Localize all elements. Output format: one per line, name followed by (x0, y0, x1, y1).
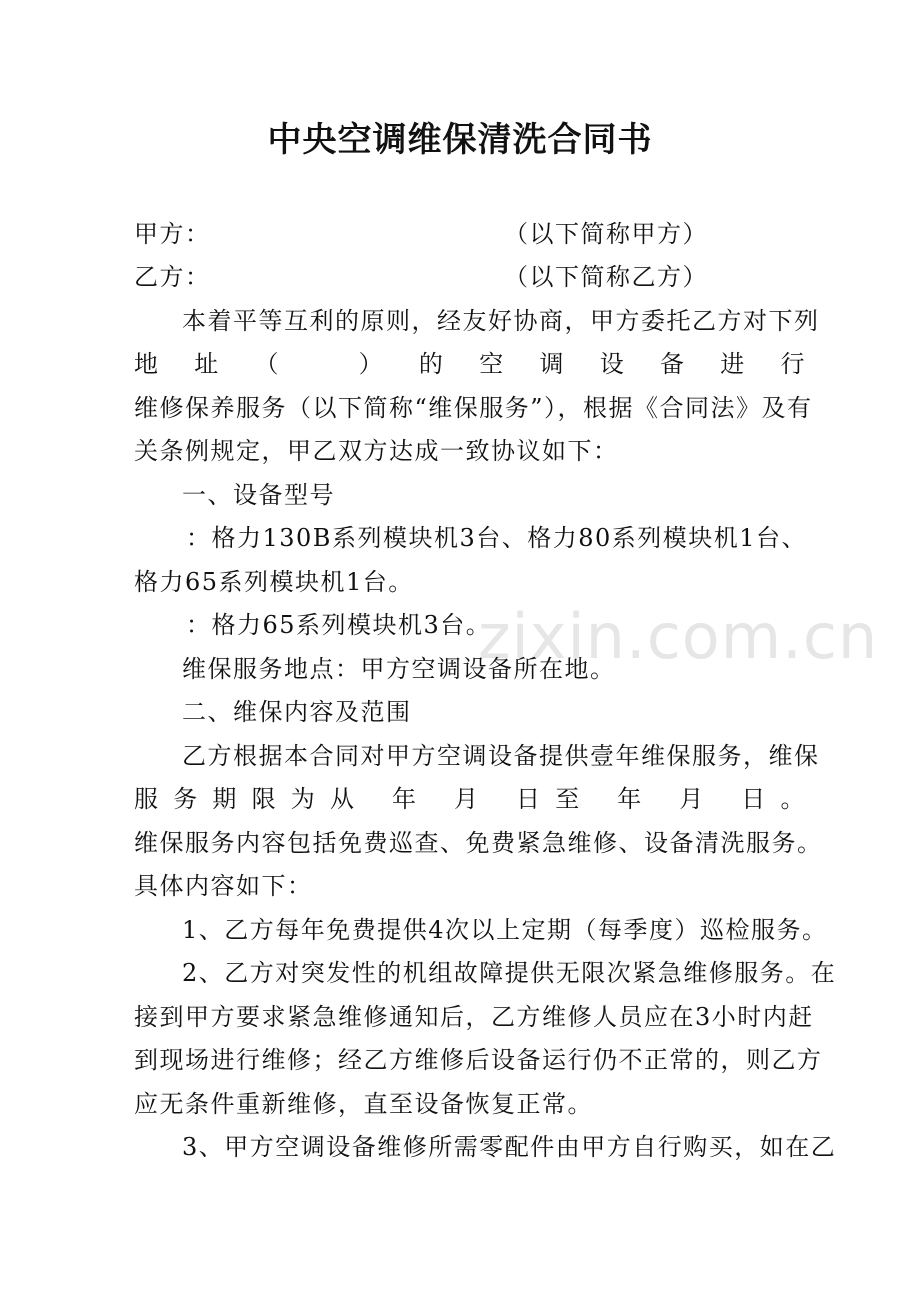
party-a-line (134, 218, 806, 250)
item-2-line-1: 2、乙方对突发性的机组故障提供无限次紧急维修服务。在 (182, 959, 837, 987)
scope-line-3: 维保服务内容包括免费巡查、免费紧急维修、设备清洗服务。 (134, 829, 823, 857)
intro-line-4: 关条例规定，甲乙双方达成一致协议如下： (134, 437, 619, 465)
item-1: 1、乙方每年免费提供4次以上定期（每季度）巡检服务。 (182, 916, 828, 944)
intro-line-3: 维修保养服务（以下简称“维保服务”），根据《合同法》及有 (134, 394, 813, 422)
intro-line-1: 本着平等互利的原则，经友好协商，甲方委托乙方对下列 (182, 307, 820, 335)
section-1-heading: 一、设备型号 (182, 481, 335, 509)
equipment-line-2: 格力65系列模块机1台。 (134, 568, 414, 596)
party-a-note: （以下简称甲方） (504, 220, 708, 248)
item-2-line-2: 接到甲方要求紧急维修通知后，乙方维修人员应在3小时内赶 (134, 1003, 814, 1031)
equipment-line-1: ：格力130B系列模块机3台、格力80系列模块机1台、 (186, 524, 808, 552)
section-2-heading: 二、维保内容及范围 (182, 698, 412, 726)
intro-line-2: 地址（ ）的空调设备进行 (134, 350, 806, 378)
item-2-line-4: 应无条件重新维修，直至设备恢复正常。 (134, 1090, 593, 1118)
service-location: 维保服务地点：甲方空调设备所在地。 (182, 655, 616, 683)
scope-line-1: 乙方根据本合同对甲方空调设备提供壹年维保服务，维保 (182, 742, 820, 770)
scope-period-line: 服务期限为从 年 月 日至 年 月 日。 (134, 785, 806, 813)
item-3-line-1: 3、甲方空调设备维修所需零配件由甲方自行购买，如在乙 (182, 1133, 837, 1161)
party-b-line (134, 261, 806, 293)
document-title: 中央空调维保清洗合同书 (267, 120, 653, 160)
watermark: zixin.com.cn (478, 600, 879, 673)
party-b-note: （以下简称乙方） (504, 263, 708, 291)
scope-line-4: 具体内容如下： (134, 872, 313, 900)
item-2-line-3: 到现场进行维修；经乙方维修后设备运行仍不正常的，则乙方 (134, 1046, 823, 1074)
party-a-label: 甲方： (134, 220, 211, 248)
equipment-line-3: ：格力65系列模块机3台。 (186, 611, 492, 639)
party-b-label: 乙方： (134, 263, 211, 291)
